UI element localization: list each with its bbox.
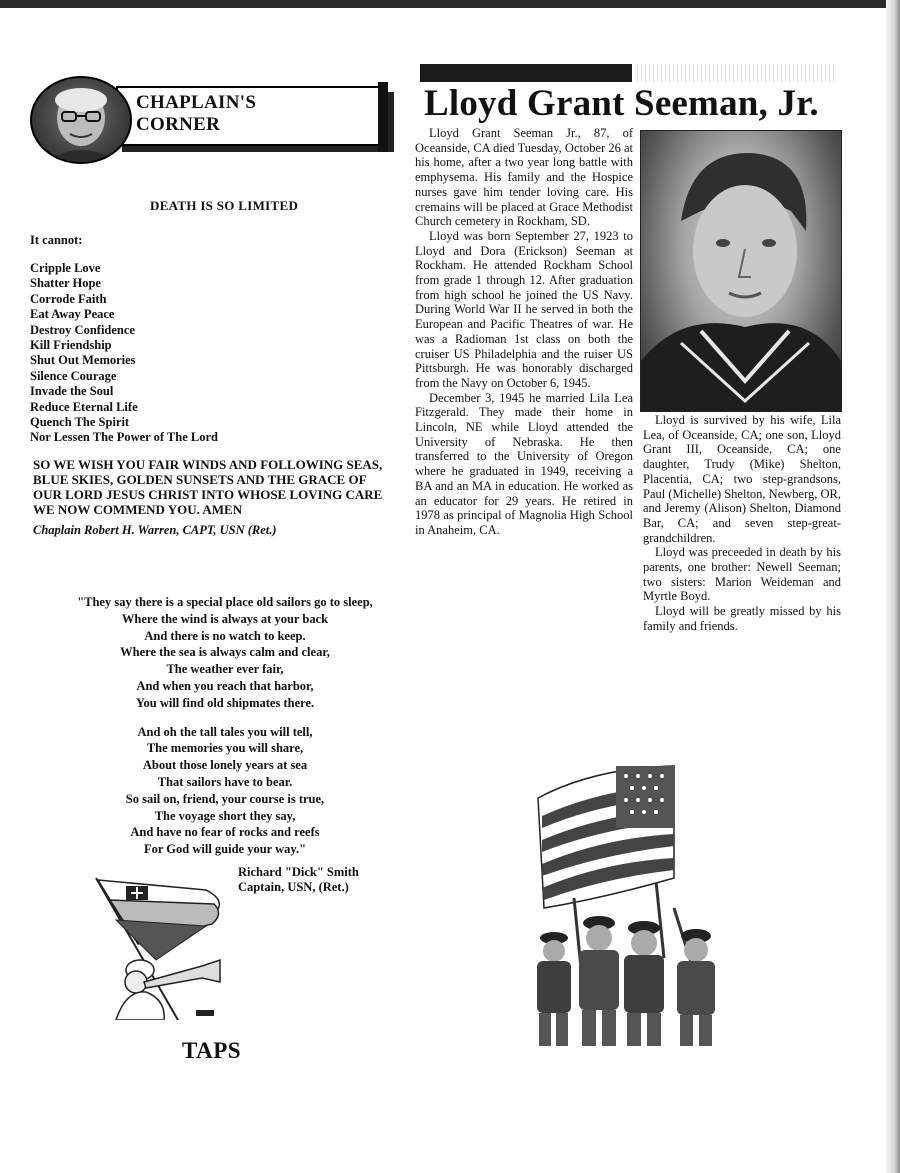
obituary-paragraph: Lloyd is survived by his wife, Lila Lea, of Oceanside, CA; one son, Lloyd Grant III, Oceanside, CA; one daughter, Trudy (Mike) Shelton, Placentia, CA; two step-grandsons, Paul (Michelle) Shelton, Newberg, OR, and Jeremy (Alison) Shelton, Diamond Bar, CA; and seven step-great-grandchildren. <box>643 413 841 545</box>
obituary-column-1 <box>415 126 633 538</box>
poem-line: That sailors have to bear. <box>157 774 293 789</box>
poem-line: The voyage short they say, <box>154 808 296 823</box>
poem-line: "They say there is a special place old sailors go to sleep, <box>77 595 373 609</box>
obituary-paragraph: Lloyd was born September 27, 1923 to Lloyd and Dora (Erickson) Seeman at Rockham. He attended Rockham School from grade 1 through 12. After graduation from high school he joined the US Navy. During World War II he served in both the European and Pacific Theatres of war. He was a Radioman 1st class on both the cruiser US Philadelphia and the ruiser US Pittsburgh. He was honorably discharged from the Navy on October 6, 1945. <box>415 228 633 390</box>
list-item: Silence Courage <box>30 368 117 383</box>
poem-line: You will find old shipmates there. <box>135 695 315 710</box>
chaplain-portrait <box>30 76 132 164</box>
chaplains-corner-title-line1: CHAPLAIN'S <box>136 92 257 113</box>
poem-stanza-2 <box>40 724 410 858</box>
color-guard-illustration <box>524 758 724 1048</box>
list-item: Cripple Love <box>30 261 101 275</box>
obituary-paragraph: Lloyd was preceeded in death by his parents, one brother: Newell Seeman; two sisters: Marion Weideman and Myrtle Boyd. <box>643 545 841 604</box>
poem-line: So sail on, friend, your course is true, <box>125 791 325 806</box>
poem-line: For God will guide your way." <box>143 842 307 857</box>
poem-stanza-1 <box>40 594 410 712</box>
list-item: Shatter Hope <box>30 276 101 291</box>
obituary-top-bar <box>420 64 632 82</box>
death-cannot-list <box>30 261 218 446</box>
poem-line: And oh the tall tales you will tell, <box>137 724 313 739</box>
poem-line: And when you reach that harbor, <box>136 678 314 693</box>
death-is-so-limited-heading: DEATH IS SO LIMITED <box>150 198 299 213</box>
obituary-column-2 <box>643 413 841 634</box>
list-item: Nor Lessen The Power of The Lord <box>30 430 218 445</box>
poem-line: The memories you will share, <box>146 741 304 756</box>
chaplains-corner-title <box>136 92 256 136</box>
poem-line: And have no fear of rocks and reefs <box>130 825 320 840</box>
obituary-top-bar-halftone <box>634 64 834 82</box>
bugler-flag-illustration <box>86 870 236 1020</box>
poem-line: About those lonely years at sea <box>142 758 308 773</box>
poem-line: Where the wind is always at your back <box>121 611 329 626</box>
list-item: Corrode Faith <box>30 291 107 306</box>
banner-bar <box>378 82 388 152</box>
scan-edge-top <box>0 0 900 8</box>
chaplain-signature: Chaplain Robert H. Warren, CAPT, USN (Ret.) <box>33 523 277 537</box>
sailors-poem <box>40 594 410 870</box>
list-item: Destroy Confidence <box>30 322 135 337</box>
chaplain-portrait-illustration <box>32 78 130 162</box>
poem-author <box>238 865 359 895</box>
list-item: Reduce Eternal Life <box>30 399 138 414</box>
obituary-title: Lloyd Grant Seeman, Jr. <box>424 83 819 124</box>
list-item: Kill Friendship <box>30 338 112 353</box>
obituary-paragraph: Lloyd Grant Seeman Jr., 87, of Oceanside, CA died Tuesday, October 26 at his home, after a two year long battle with emphysema. His family and the Hospice nurses gave him tender loving care. His cremains will be placed at Grace Methodist Church cemetery in Rockham, SD. <box>415 126 633 229</box>
chaplains-corner-title-line2: CORNER <box>136 114 221 135</box>
sailor-portrait-illustration <box>641 131 841 411</box>
poem-line: The weather ever fair, <box>166 662 284 677</box>
closing-blessing: SO WE WISH YOU FAIR WINDS AND FOLLOWING SEAS, BLUE SKIES, GOLDEN SUNSETS AND THE GRACE OF OUR LORD JESUS CHRIST INTO WHOSE LOVING CARE WE NOW COMMEND YOU. AMEN <box>33 457 383 517</box>
list-item: Invade the Soul <box>30 384 114 399</box>
chaplains-corner-header <box>30 74 390 166</box>
list-item: Shut Out Memories <box>30 353 136 368</box>
poem-line: And there is no watch to keep. <box>144 628 306 643</box>
list-item: Quench The Spirit <box>30 415 130 430</box>
obituary-paragraph: Lloyd will be greatly missed by his family and friends. <box>643 604 841 633</box>
chaplains-corner-banner <box>116 86 388 146</box>
poem-author-rank: Captain, USN, (Ret.) <box>238 880 349 894</box>
sailor-portrait-photo <box>640 130 842 412</box>
poem-line: Where the sea is always calm and clear, <box>120 645 330 660</box>
scan-edge-right <box>886 0 900 1173</box>
list-item: Eat Away Peace <box>30 307 115 322</box>
obituary-paragraph: December 3, 1945 he married Lila Lea Fitzgerald. They made their home in Lincoln, NE while Lloyd attended the University of Nebraska. He then transferred to the University of Oregon where he graduated in 1949, receiving a BA and an MA in education. He worked as an educator for 29 years. He retired in 1978 as principal of Magnolia High School in Anaheim, CA. <box>415 390 633 537</box>
taps-label: TAPS <box>182 1038 242 1063</box>
it-cannot-intro: It cannot: <box>30 233 83 247</box>
poem-author-name: Richard "Dick" Smith <box>238 865 359 879</box>
